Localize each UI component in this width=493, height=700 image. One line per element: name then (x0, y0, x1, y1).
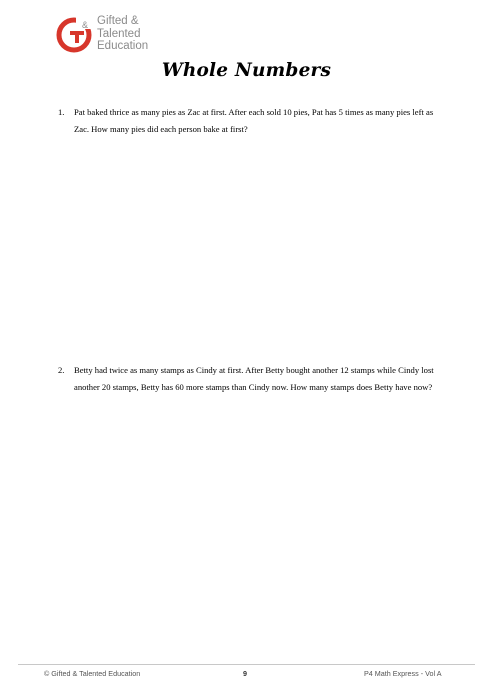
footer-page-number: 9 (243, 669, 247, 678)
question-1 (58, 104, 448, 138)
gte-logo-mark (56, 14, 94, 54)
page-title: Whole Numbers (161, 60, 332, 81)
footer-divider (18, 664, 475, 665)
question-number: 2. (58, 365, 65, 375)
footer-copyright: © Gifted & Talented Education (44, 669, 141, 678)
logo-wordmark (97, 15, 148, 53)
question-text: Pat baked thrice as many pies as Zac at first. After each sold 10 pies, Pat has 5 times as many pies left as Zac. How many pies did each person bake at first? (74, 107, 434, 134)
logo (56, 14, 166, 58)
question-2 (58, 362, 448, 396)
logo-line-2: Talented (97, 27, 141, 40)
question-number: 1. (58, 107, 65, 117)
logo-line-1: Gifted & (97, 15, 139, 27)
question-text: Betty had twice as many stamps as Cindy at first. After Betty bought another 12 stamps while Cindy lost another 20 stamps, Betty has 60 more stamps than Cindy now. How many stamps does Betty have now? (74, 365, 434, 392)
footer-book-title: P4 Math Express - Vol A (364, 669, 442, 678)
svg-text:&: & (82, 20, 89, 30)
logo-line-3: Education (97, 40, 149, 52)
